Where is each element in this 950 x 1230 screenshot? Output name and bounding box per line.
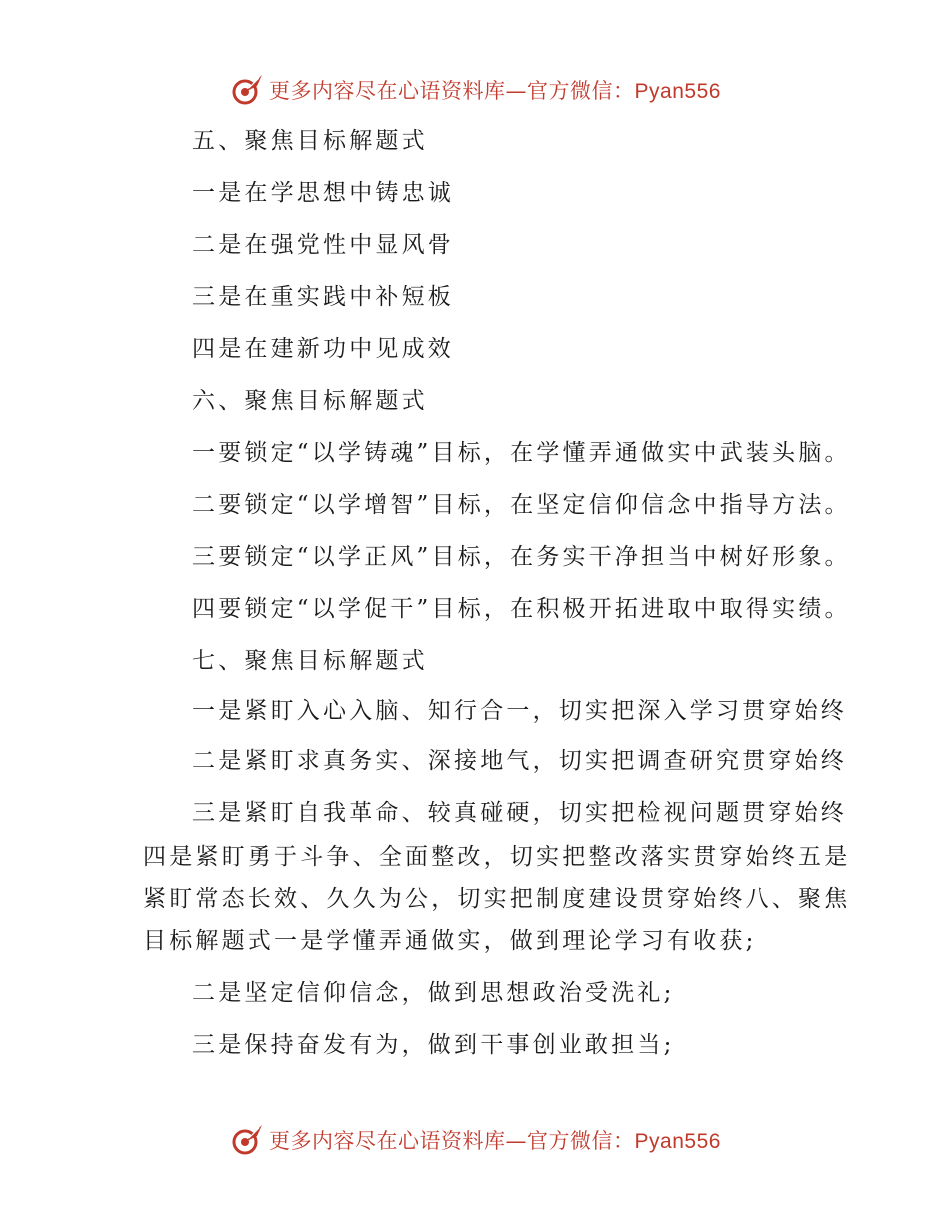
body-line: 三要锁定“以学正风”目标，在务实干净担当中树好形象。 (192, 544, 851, 570)
body-line: 二是在强党性中显风骨 (192, 232, 454, 258)
body-line: 四是紧盯勇于斗争、全面整改，切实把整改落实贯穿始终五是 (143, 844, 851, 870)
section-heading-6: 六、聚焦目标解题式 (192, 388, 428, 414)
body-line: 四是在建新功中见成效 (192, 336, 454, 362)
banner-handle: Pyan556 (634, 80, 721, 103)
body-line: 紧盯常态长效、久久为公，切实把制度建设贯穿始终八、聚焦 (143, 886, 851, 912)
body-line: 二要锁定“以学增智”目标，在坚定信仰信念中指导方法。 (192, 492, 851, 518)
banner-prefix: 更多内容尽在心语资料库—官方微信： (269, 1129, 635, 1153)
section-heading-5: 五、聚焦目标解题式 (192, 128, 428, 154)
body-line: 三是在重实践中补短板 (192, 284, 454, 310)
body-line: 三是紧盯自我革命、较真碰硬，切实把检视问题贯穿始终 (192, 800, 847, 826)
banner-prefix: 更多内容尽在心语资料库—官方微信： (269, 79, 635, 103)
banner-handle: Pyan556 (634, 1130, 721, 1153)
body-line: 一是在学思想中铸忠诚 (192, 180, 454, 206)
header-banner (0, 70, 950, 110)
body-line: 目标解题式一是学懂弄通做实，做到理论学习有收获; (143, 928, 757, 954)
body-line: 三是保持奋发有为，做到干事创业敢担当; (192, 1032, 675, 1058)
quill-logo-icon (229, 72, 265, 108)
body-line: 一是紧盯入心入脑、知行合一，切实把深入学习贯穿始终 (192, 698, 847, 724)
body-line: 四要锁定“以学促干”目标，在积极开拓进取中取得实绩。 (192, 596, 851, 622)
body-line: 一要锁定“以学铸魂”目标，在学懂弄通做实中武装头脑。 (192, 440, 851, 466)
banner-text (269, 75, 721, 105)
quill-logo-icon (229, 1122, 265, 1158)
body-line: 二是紧盯求真务实、深接地气，切实把调查研究贯穿始终 (192, 748, 847, 774)
section-heading-7: 七、聚焦目标解题式 (192, 648, 428, 674)
banner-text (269, 1125, 721, 1155)
body-line: 二是坚定信仰信念，做到思想政治受洗礼; (192, 980, 675, 1006)
footer-banner (0, 1120, 950, 1160)
